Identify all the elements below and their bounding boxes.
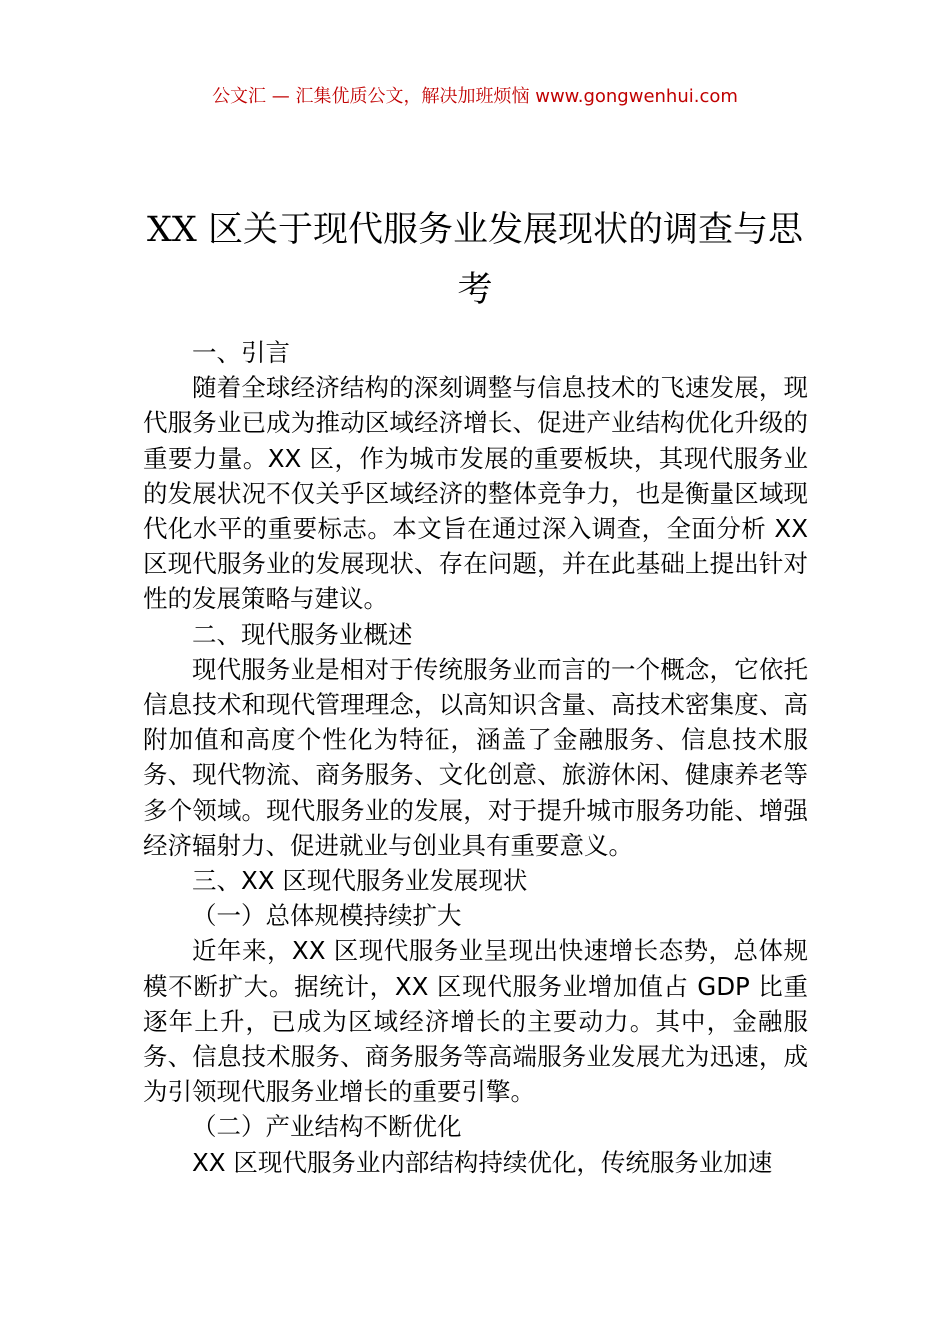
page-title: XX 区关于现代服务业发展现状的调查与思考 [147,210,803,311]
document-body [143,335,808,1180]
section-heading-status: 三、XX 区现代服务业发展现状 [192,866,528,896]
paragraph-intro: 随着全球经济结构的深刻调整与信息技术的飞速发展，现代服务业已成为推动区域经济增长、促进产业结构优化升级的重要力量。XX 区，作为城市发展的重要板块，其现代服务业的发展状况不仅关乎区域经济的整体竞争力，也是衡量区域现代化水平的重要标志。本文旨在通过深入调查，全面分析 XX 区现代服务业的发展现状、存在问题，并在此基础上提出针对性的发展策略与建议。 [143,373,808,614]
subheading-structure: （二）产业结构不断优化 [192,1112,462,1142]
section-heading-intro: 一、引言 [192,338,290,367]
paragraph-scale: 近年来，XX 区现代服务业呈现出快速增长态势，总体规模不断扩大。据统计，XX 区现代服务业增加值占 GDP 比重逐年上升，已成为区域经济增长的主要动力。其中，金融服务、信息技术服务、商务服务等高端服务业发展尤为迅速，成为引领现代服务业增长的重要引擎。 [143,936,808,1107]
paragraph-overview: 现代服务业是相对于传统服务业而言的一个概念，它依托信息技术和现代管理理念，以高知识含量、高技术密集度、高附加值和高度个性化为特征，涵盖了金融服务、信息技术服务、现代物流、商务服务、文化创意、旅游休闲、健康养老等多个领域。现代服务业的发展，对于提升城市服务功能、增强经济辐射力、促进就业与创业具有重要意义。 [143,654,808,860]
header-note[interactable]: 公文汇 — 汇集优质公文，解决加班烦恼 www.gongwenhui.com [212,86,738,107]
paragraph-structure: XX 区现代服务业内部结构持续优化，传统服务业加速 [192,1147,773,1177]
subheading-scale: （一）总体规模持续扩大 [192,901,462,931]
section-heading-overview: 二、现代服务业概述 [192,619,413,649]
